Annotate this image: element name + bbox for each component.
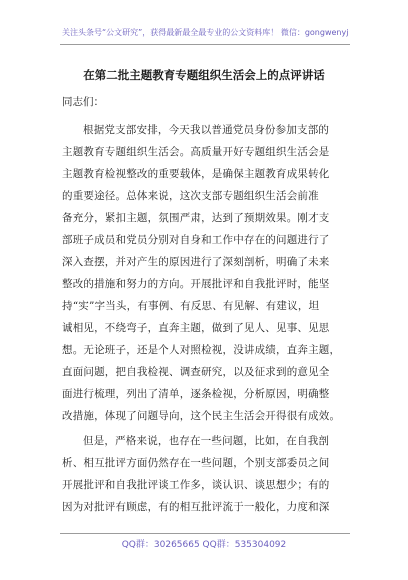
text-line: 诚相见，不绕弯子，直奔主题，做到了见人、见事、见思 [62, 322, 330, 334]
text-line: 备充分，紧扣主题，氛围严肃，达到了预期效果。刚才支 [62, 212, 330, 224]
paragraph-1 [62, 119, 352, 427]
text-line: 开展批评和自我批评谈工作多，谈认识、谈思想少；有的 [62, 479, 330, 491]
footer-contact: QQ群：30265665 QQ群：535304092 [121, 540, 287, 550]
text-line: 持“实”字当头，有事例、有反思、有见解、有建议，坦 [62, 300, 320, 312]
page-footer [0, 533, 408, 553]
text-line: 主题教育检视整改的重要载体，是确保主题教育成果转化 [62, 168, 330, 180]
text-line: 面进行梳理，列出了清单，逐条检视，分析原因，明确整 [62, 388, 330, 400]
text-line: 想。无论班子，还是个人对照检视，没讲成绩，直奔主题， [62, 344, 341, 356]
text-line: 直面问题，把自我检视、调查研究，以及征求到的意见全 [62, 366, 330, 378]
text-line: 深入查摆，并对产生的原因进行了深刻剖析，明确了未来 [62, 256, 330, 268]
text-line: 主题教育专题组织生活会。高质量开好专题组织生活会是 [62, 146, 330, 158]
text-line: 整改的措施和努力的方向。开展批评和自我批评时，能坚 [62, 278, 330, 290]
document-title: 在第二批主题教育专题组织生活会上的点评讲话 [83, 68, 325, 82]
text-line: 析、相互批评方面仍然存在一些问题，个别支部委员之间 [62, 457, 330, 469]
text-line: 的重要途径。总体来说，这次支部专题组织生活会前准 [62, 190, 319, 202]
text-line: 但是，严格来说，也存在一些问题，比如，在自我剖 [83, 435, 330, 447]
header-divider [60, 44, 350, 45]
page-header [0, 0, 408, 56]
footer-divider [60, 533, 350, 534]
text-line: 部班子成员和党员分别对自身和工作中存在的问题进行了 [62, 234, 330, 246]
paragraph-2 [62, 430, 352, 518]
text-line: 根据党支部安排，今天我以普通党员身份参加支部的 [83, 124, 330, 136]
text-line: 因为对批评有顾虑，有的相互批评流于一般化，力度和深 [62, 501, 330, 513]
text-line: 改措施，体现了问题导向，这个民主生活会开得很有成效。 [62, 410, 341, 422]
header-notice: 关注头条号“公文研究”，获得最新最全最专业的公文资料库！ 微信：gongwenyj [62, 28, 349, 37]
salutation: 同志们： [62, 96, 104, 108]
